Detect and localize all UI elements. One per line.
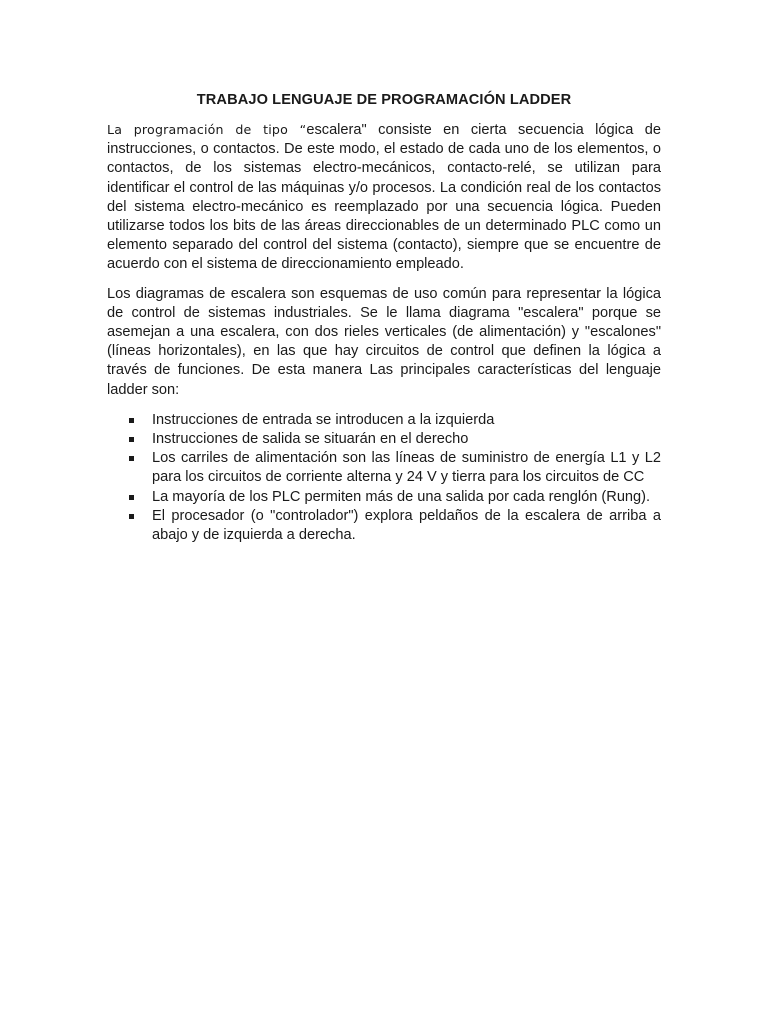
paragraph-intro-lead-in: La programación de tipo “ [107, 122, 307, 137]
list-item-text: Instrucciones de salida se situarán en el derecho [152, 431, 469, 448]
list-item [107, 430, 661, 449]
list-item [107, 449, 661, 487]
paragraph-intro [107, 120, 661, 275]
list-item-text: Instrucciones de entrada se introducen a la izquierda [152, 411, 495, 428]
list-item [107, 507, 661, 545]
list-item-text: El procesador (o "controlador") explora peldaños de la escalera de arriba a abajo y de izquierda a derecha. [152, 507, 661, 544]
list-item-text: Los carriles de alimentación son las líneas de suministro de energía L1 y L2 para los circuitos de corriente alterna y 24 V y tierra para los circuitos de CC [152, 450, 661, 486]
square-bullet-icon [129, 418, 134, 423]
list-item [107, 411, 661, 430]
square-bullet-icon [129, 495, 134, 500]
paragraph-intro-body: escalera" consiste en cierta secuencia lógica de instrucciones, o contactos. De este modo, el estado de cada uno de los elementos, o contactos, de los sistemas electro-mecánicos, contacto-relé, se utilizan para identificar el control de las máquinas y/o procesos. La condición real de los contactos del sistema electro-mecánico es reemplazado por una secuencia lógica. Pueden utilizarse todos los bits de las áreas direccionables de un determinado PLC como un elemento separado del control del sistema (contacto), siempre que se encuentre de acuerdo con el sistema de direccionamiento empleado. [107, 122, 661, 273]
document-title: TRABAJO LENGUAJE DE PROGRAMACIÓN LADDER [196, 92, 572, 108]
document-page [107, 0, 661, 545]
paragraph-ladder-diagrams: Los diagramas de escalera son esquemas de uso común para representar la lógica de control de sistemas industriales. Se le llama diagrama "escalera" porque se asemejan a una escalera, con dos rieles verticales (de alimentación) y "escalones" (líneas horizontales), en las que hay circuitos de control que definen la lógica a través de funciones. De esta manera Las principales características del lenguaje ladder son: [107, 285, 661, 398]
list-item-text: La mayoría de los PLC permiten más de una salida por cada renglón (Rung). [152, 488, 651, 505]
list-item [107, 488, 661, 507]
square-bullet-icon [129, 514, 134, 519]
characteristics-list [107, 411, 661, 545]
square-bullet-icon [129, 437, 134, 442]
square-bullet-icon [129, 456, 134, 461]
